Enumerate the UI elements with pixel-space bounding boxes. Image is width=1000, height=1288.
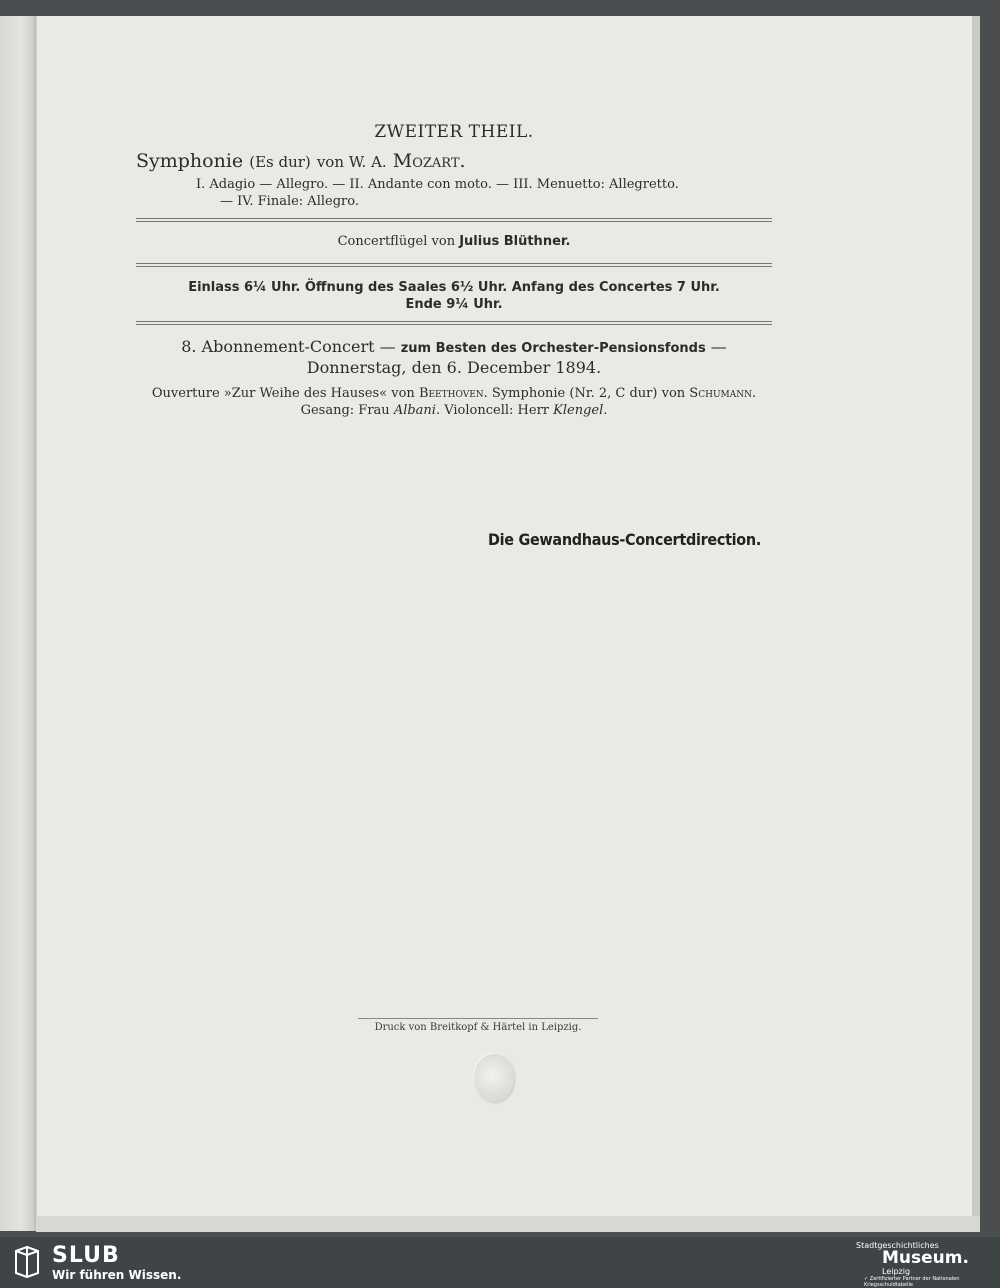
emboss-stamp xyxy=(474,1054,514,1102)
bottom-page-edge xyxy=(36,1216,980,1232)
museum-logo[interactable]: Stadtgeschichtliches Museum. Leipzig ✓ Zertifizierter Partner der Nationalen Kriegsschuldtabelle xyxy=(856,1241,969,1288)
next-concert-program: Ouverture »Zur Weihe des Hauses« von Beethoven. Symphonie (Nr. 2, C dur) von Schumann. Gesang: Frau Albani. Violoncell: Herr Klengel. xyxy=(151,386,757,418)
next-concert-title: 8. Abonnement-Concert — zum Besten des Orchester-Pensionsfonds — xyxy=(181,337,727,356)
printer-rule xyxy=(358,1018,598,1019)
divider xyxy=(136,321,772,325)
left-page-edge xyxy=(0,16,36,1231)
program-content xyxy=(136,104,772,419)
next-concert-date: Donnerstag, den 6. December 1894. xyxy=(306,358,602,377)
divider xyxy=(136,263,772,267)
printer-imprint: Druck von Breitkopf & Härtel in Leipzig. xyxy=(374,1022,582,1033)
slub-name[interactable]: SLUB xyxy=(52,1243,120,1268)
section-heading: ZWEITER THEIL. xyxy=(374,122,534,142)
slub-logo-icon xyxy=(12,1245,42,1279)
admission-times: Einlass 6¼ Uhr. Öffnung des Saales 6½ Uhr. Anfang des Concertes 7 Uhr. Ende 9¼ Uhr. xyxy=(188,280,720,312)
divider xyxy=(136,218,772,222)
viewer-footer xyxy=(0,1237,1000,1287)
right-page-edge xyxy=(972,16,980,1231)
slub-tagline: Wir führen Wissen. xyxy=(52,1268,182,1282)
piano-credit: Concertflügel von Julius Blüthner. xyxy=(337,234,571,249)
signature: Die Gewandhaus-Concertdirection. xyxy=(488,530,761,549)
symphony-movements: I. Adagio — Allegro. — II. Andante con moto. — III. Menuetto: Allegretto. — IV. Finale: Allegro. xyxy=(196,177,679,209)
symphony-title: Symphonie (Es dur) von W. A. Mozart. xyxy=(136,150,466,172)
composer-mozart: Mozart. xyxy=(392,150,466,172)
